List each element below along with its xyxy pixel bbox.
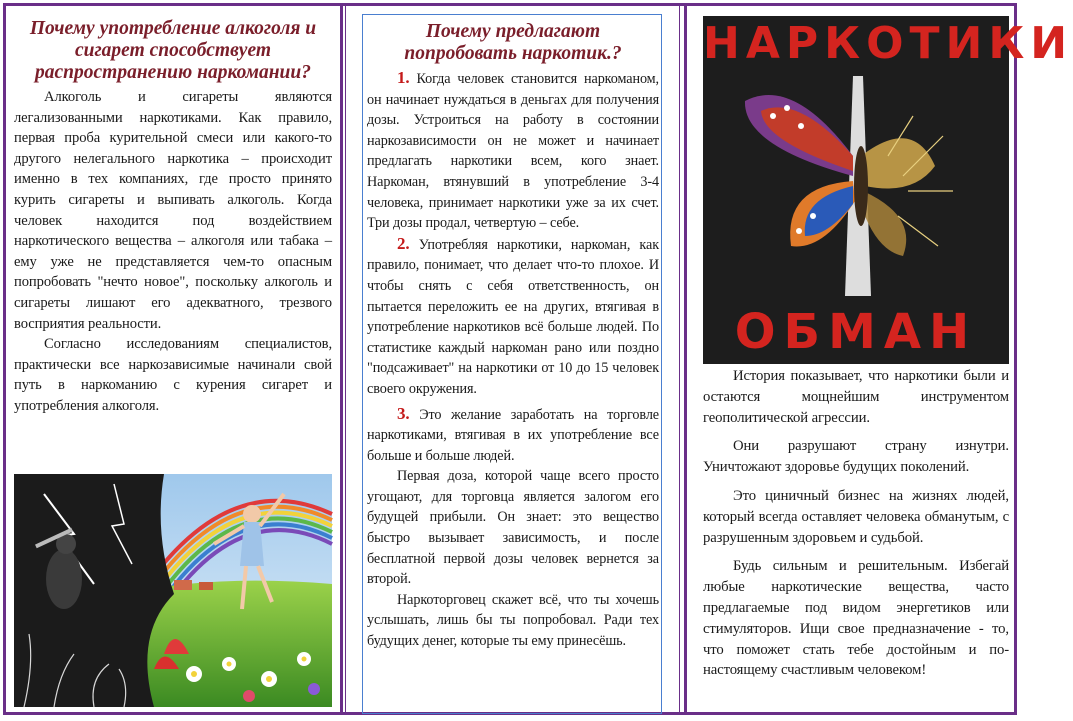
item-number: 3. <box>397 403 410 423</box>
illustration-svg <box>14 474 332 707</box>
panel-middle-paragraph: Наркоторговец скажет всё, что ты хочешь услышать, лишь бы ты попробовал. Ради тех будущих денег, которые ты ему принесёшь. <box>367 591 659 650</box>
item-number: 1. <box>397 68 410 87</box>
panel-left-paragraph: Согласно исследованиям специалистов, практически все наркозависимые начинали свой путь в наркоманию с курения сигарет и употребления алкоголя. <box>14 336 332 414</box>
numbered-item <box>367 234 659 400</box>
panel-left <box>14 18 332 417</box>
panel-right-paragraph: Будь сильным и решительным. Избегай любые наркотические вещества, часто предлагаемые под видом энергетиков или стимуляторов. Ищи свое предназначение - то, что поможет стать тебе достойным и по-настоящему счастливым человеком! <box>703 558 1009 679</box>
item-text: Когда человек становится наркоманом, он начинает нуждаться в деньгах для получения дозы. Устроиться на работу в состоянии наркозависимости он не может и начинает предлагать наркотики всем, кого знает. Наркоман, втянувший в употребление 3-4 человека, принимает наркотики уже за их счет. Три дозы продал, четвертую – себе. <box>367 71 659 232</box>
poster-image <box>703 16 1073 364</box>
poster-footer: ОБМАН <box>734 304 978 360</box>
poster-heading: НАРКОТИКИ <box>703 18 1073 69</box>
numbered-item <box>367 68 659 234</box>
item-text: Употребляя наркотики, наркоман, как правило, понимает, что делает что-то плохое. И чтобы снять с себя ответственность, он пытается переложить ее на других, втягивая в употребление наркотиков всё больше людей. По статистике каждый наркоман рано или поздно "подсаживает" на наркотики от 10 до 15 человек своего окружения. <box>367 236 660 397</box>
divider-left-thin <box>345 3 346 715</box>
illustration-girl-rainbow <box>14 474 332 707</box>
item-text: Это желание заработать на торговле наркотиками, втягивая в их употребление все больше и больше людей. <box>367 406 659 464</box>
numbered-item <box>367 404 659 467</box>
item-number: 2. <box>397 233 410 253</box>
panel-left-title: Почему употребление алкоголя и сигарет способствует распространению наркомании? <box>29 18 317 83</box>
panel-right-paragraph: Это циничный бизнес на жизнях людей, который всегда оставляет человека обманутым, с разрушенным здоровьем и судьбой. <box>703 487 1009 546</box>
panel-right <box>703 366 1009 681</box>
panel-left-paragraph: Алкоголь и сигареты являются легализованными наркотиками. Как правило, первая проба курительной смеси или какого-то другого нелегального наркотика – происходит именно в тех компаниях, где просто принято курить сигареты и выпивать алкоголь. Когда человек находится под воздействием наркотического вещества – алкоголя или табака – ему уже не представляется чем-то опасным попробовать "нечто новое", поскольку алкоголь и сигареты лишают его адекватного, трезвого восприятия реальности. <box>14 89 332 332</box>
divider-left <box>340 3 343 715</box>
divider-right <box>684 3 687 715</box>
divider-right-thin <box>679 3 680 715</box>
panel-middle-title: Почему предлагают попробовать наркотик.? <box>404 21 622 64</box>
panel-right-paragraph: История показывает, что наркотики были и остаются мощнейшим инструментом геополитической агрессии. <box>703 368 1009 426</box>
panel-middle <box>362 14 662 714</box>
panel-middle-paragraph: Первая доза, которой чаще всего просто угощают, для торговца является залогом его будущей прибыли. Он знает: это вещество быстро вызывает зависимость, и после бесплатной первой дозы человек вернется за второй. <box>367 468 659 588</box>
panel-right-paragraph: Они разрушают страну изнутри. Уничтожают здоровье будущих поколений. <box>703 438 1009 476</box>
